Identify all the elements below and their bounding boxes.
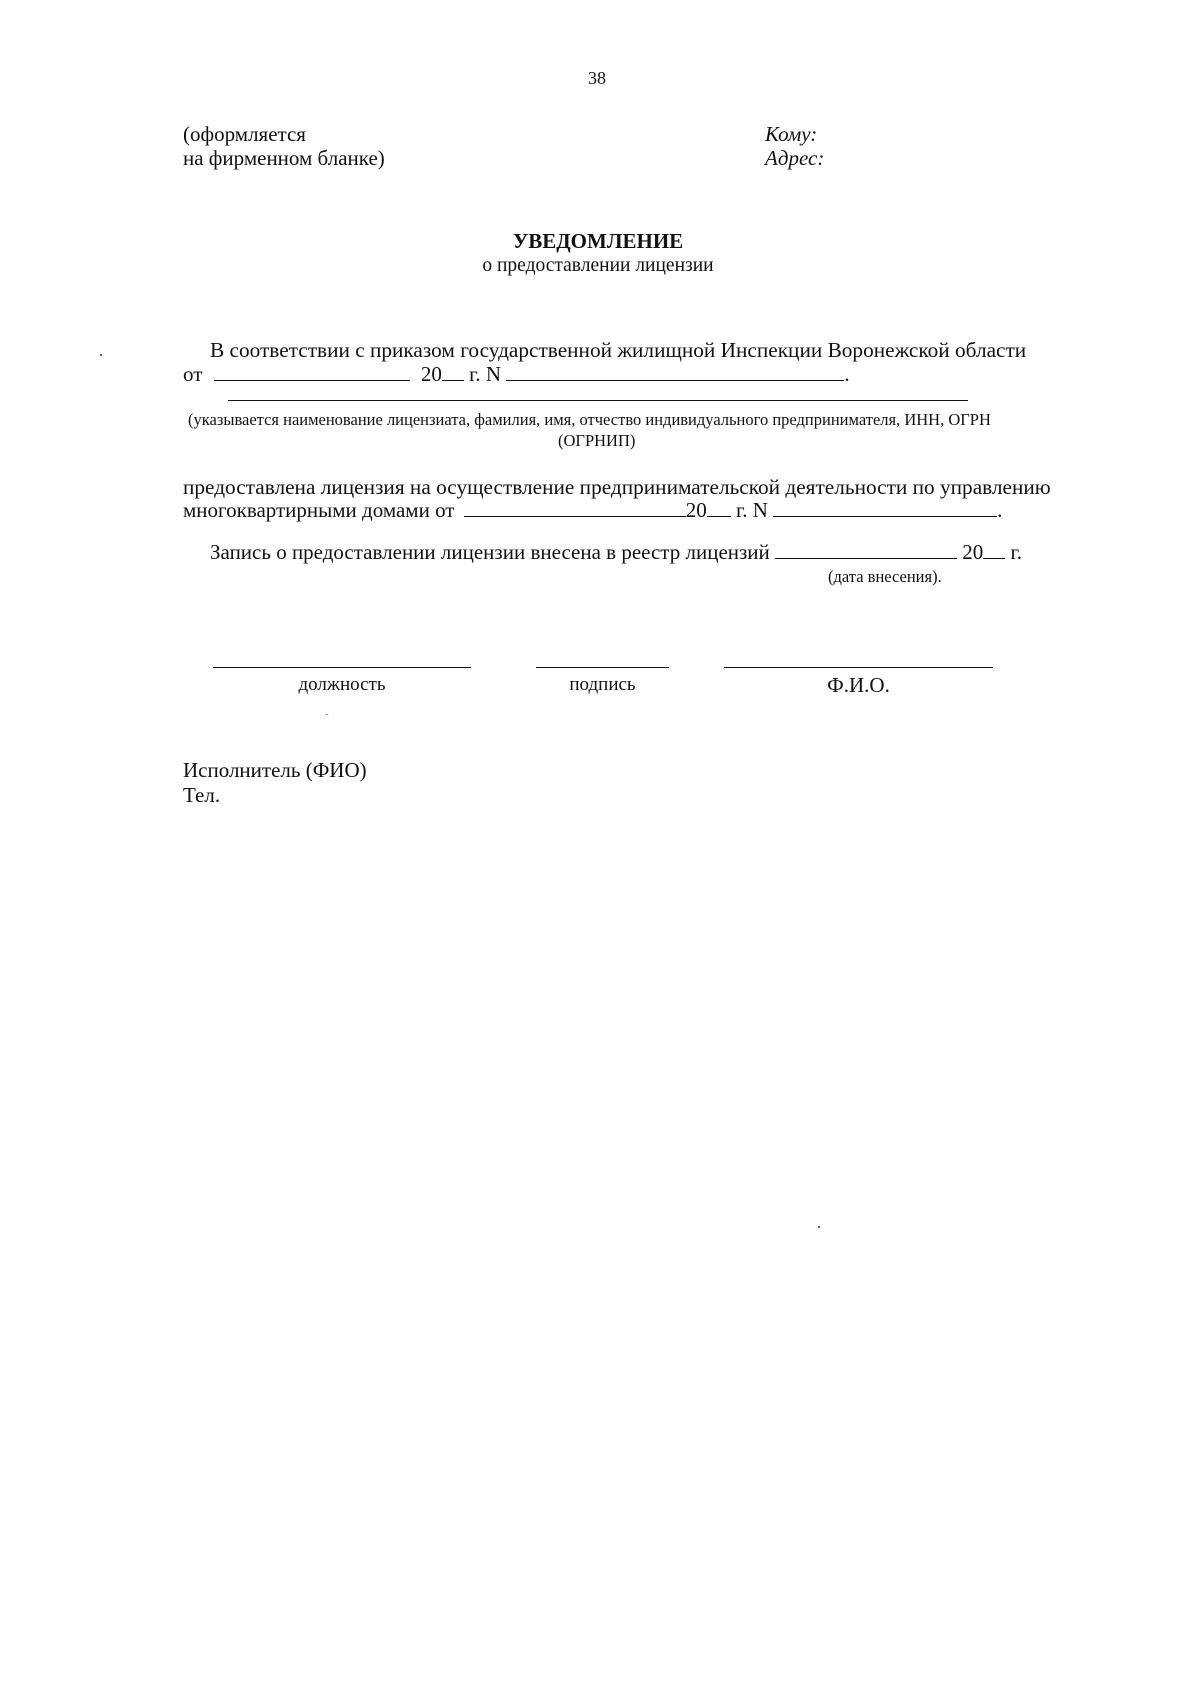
full-name-label: Ф.И.О.: [827, 673, 890, 697]
registry-date-note: (дата внесения).: [828, 567, 942, 586]
paragraph1-from-word: от: [183, 362, 203, 386]
recipient-address-label: Адрес:: [765, 146, 825, 170]
paragraph1-line2: [183, 361, 850, 387]
paragraph3-year-prefix: 20: [962, 540, 984, 564]
letterhead-note-line2: на фирменном бланке): [183, 146, 385, 170]
paragraph2-line2: [183, 497, 1002, 523]
license-year-blank: [707, 498, 731, 517]
document-subtitle: о предоставлении лицензии: [482, 255, 714, 276]
full-name-line: [724, 667, 993, 668]
licensee-note-line2: (ОГРНИП): [558, 431, 636, 450]
recipient-to-label: Кому:: [765, 122, 818, 146]
page-number: 38: [588, 68, 606, 88]
paragraph1-line1: В соответствии с приказом государственной жилищной Инспекции Воронежской области: [210, 338, 1027, 362]
licensee-note-line1: (указывается наименование лицензиата, фамилия, имя, отчество индивидуального предпринимателя, ИНН, ОГРН: [188, 410, 991, 429]
order-date-blank: [214, 362, 410, 381]
license-date-blank: [464, 498, 686, 517]
paragraph2-number-prefix: г. N: [735, 498, 768, 522]
paragraph2-end-dot: .: [997, 498, 1003, 522]
paragraph3-year-suffix: г.: [1010, 540, 1023, 564]
order-number-blank: [506, 362, 844, 381]
registry-year-blank: [983, 540, 1005, 559]
paragraph1-number-prefix: г. N: [469, 362, 502, 386]
position-label: должность: [298, 674, 386, 695]
scan-speck: ˜: [325, 713, 329, 724]
position-line: [213, 667, 471, 668]
letterhead-note-line1: (оформляется: [183, 122, 306, 146]
paragraph2-line1: предоставлена лицензия на осуществление предпринимательской деятельности по управлению: [183, 475, 1051, 499]
paragraph3-text: Запись о предоставлении лицензии внесена в реестр лицензий: [210, 540, 770, 564]
scan-speck: [100, 354, 102, 356]
paragraph2-line2-text: многоквартирными домами от: [183, 498, 455, 522]
registry-date-blank: [775, 540, 957, 559]
scan-speck: [818, 1226, 820, 1228]
executor-phone-label: Тел.: [183, 783, 221, 807]
license-number-blank: [773, 498, 997, 517]
paragraph1-year-prefix: 20: [420, 362, 442, 386]
licensee-name-line: [228, 400, 968, 401]
executor-name-label: Исполнитель (ФИО): [183, 758, 367, 782]
paragraph3-line: [210, 539, 1022, 565]
document-title: УВЕДОМЛЕНИЕ: [512, 229, 684, 253]
order-year-blank: [442, 362, 464, 381]
signature-label: подпись: [569, 674, 636, 695]
paragraph1-end-dot: .: [844, 362, 850, 386]
signature-line: [536, 667, 669, 668]
paragraph2-year-prefix: 20: [685, 498, 707, 522]
